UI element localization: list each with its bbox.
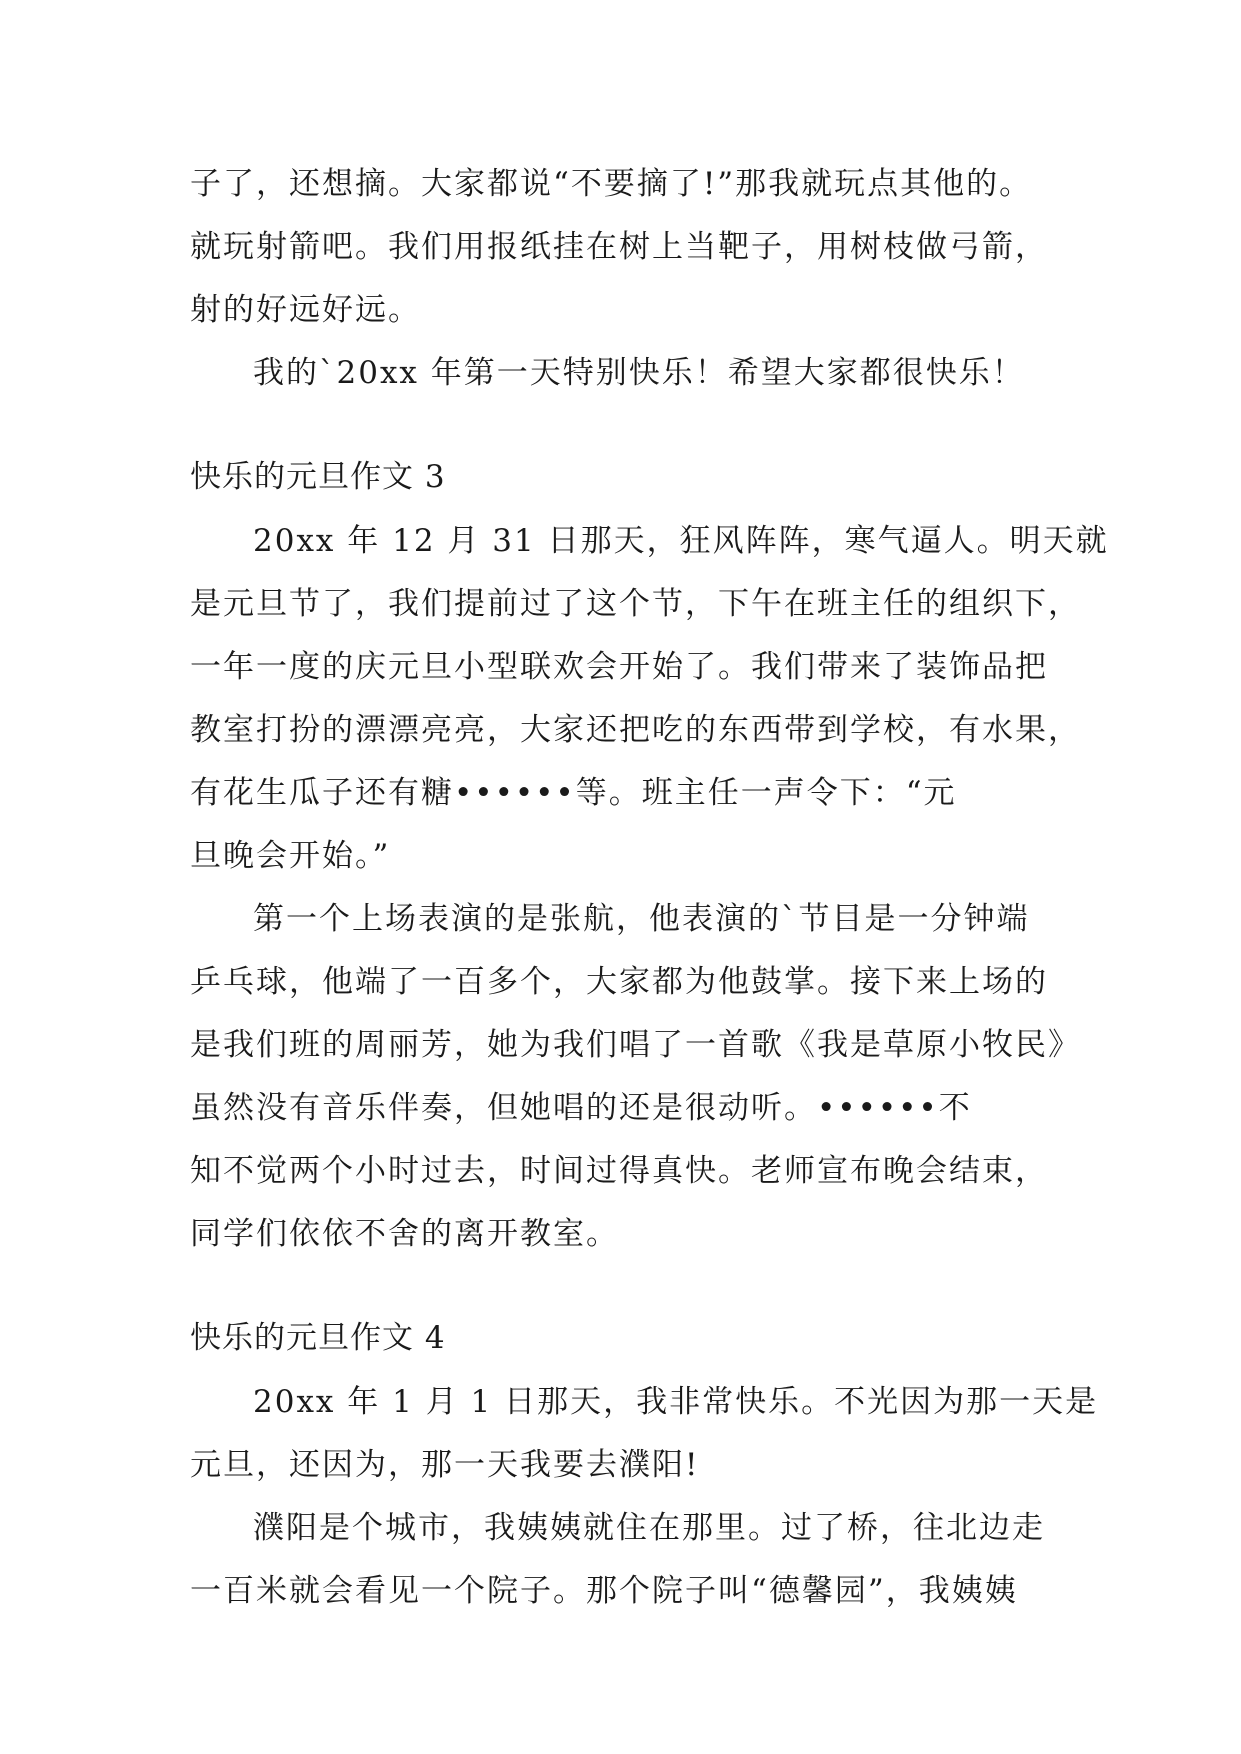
text-line: 濮阳是个城市，我姨姨就住在那里。过了桥，往北边走 <box>253 1510 1045 1546</box>
text-line: 我的`20xx 年第一天特别快乐！希望大家都很快乐！ <box>253 355 1025 391</box>
text-line: 虽然没有音乐伴奏，但她唱的还是很动听。••••••不 <box>190 1090 972 1126</box>
text-line: 射的好远好远。 <box>190 292 421 328</box>
text-line: 子了，还想摘。大家都说“不要摘了!”那我就玩点其他的。 <box>190 166 1033 202</box>
text-line: 旦晚会开始。” <box>190 838 391 874</box>
text-line: 第一个上场表演的是张航，他表演的`节目是一分钟端 <box>253 901 1030 937</box>
text-line: 知不觉两个小时过去，时间过得真快。老师宣布晚会结束， <box>190 1153 1048 1189</box>
text-line: 20xx 年 1 月 1 日那天，我非常快乐。不光因为那一天是 <box>253 1384 1099 1420</box>
section-heading: 快乐的元旦作文 3 <box>190 459 446 495</box>
text-line: 是元旦节了，我们提前过了这个节，下午在班主任的组织下， <box>190 586 1081 622</box>
text-line: 教室打扮的漂漂亮亮，大家还把吃的东西带到学校，有水果， <box>190 712 1081 748</box>
text-line: 乒乓球，他端了一百多个，大家都为他鼓掌。接下来上场的 <box>190 964 1048 1000</box>
section-heading: 快乐的元旦作文 4 <box>190 1320 446 1356</box>
text-line: 就玩射箭吧。我们用报纸挂在树上当靶子，用树枝做弓箭， <box>190 229 1048 265</box>
text-line: 是我们班的周丽芳，她为我们唱了一首歌《我是草原小牧民》 <box>190 1027 1081 1063</box>
text-line: 有花生瓜子还有糖••••••等。班主任一声令下：“元 <box>190 775 957 811</box>
text-line: 20xx 年 12 月 31 日那天，狂风阵阵，寒气逼人。明天就 <box>253 523 1109 559</box>
text-line: 一百米就会看见一个院子。那个院子叫“德馨园”，我姨姨 <box>190 1573 1018 1609</box>
text-line: 同学们依依不舍的离开教室。 <box>190 1216 619 1252</box>
text-line: 一年一度的庆元旦小型联欢会开始了。我们带来了装饰品把 <box>190 649 1048 685</box>
text-line: 元旦，还因为，那一天我要去濮阳! <box>190 1447 700 1483</box>
